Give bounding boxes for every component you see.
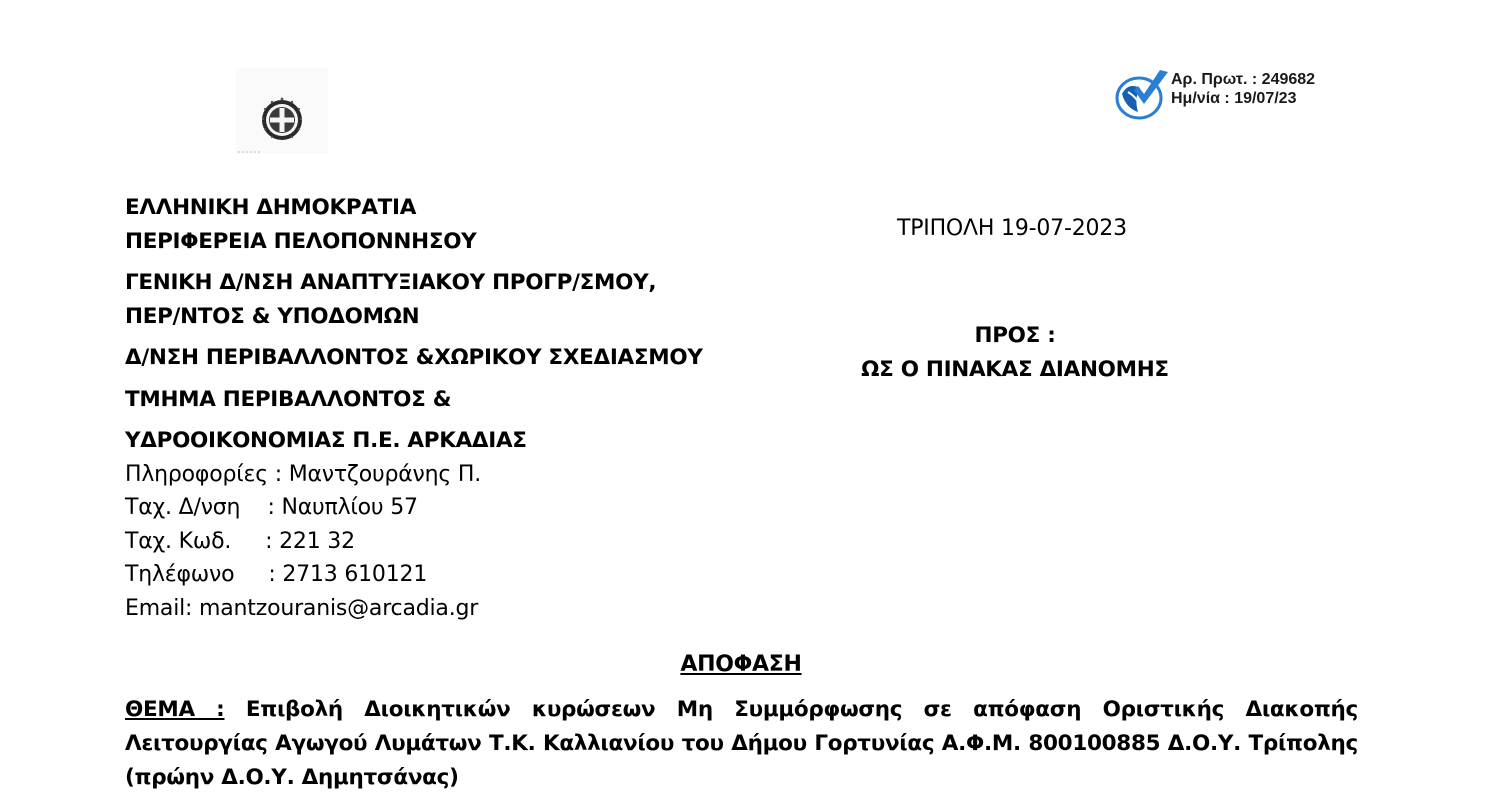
sender-line: Δ/ΝΣΗ ΠΕΡΙΒΑΛΛΟΝΤΟΣ &ΧΩΡΙΚΟΥ ΣΧΕΔΙΑΣΜΟΥ — [125, 345, 703, 370]
recipient-value: ΩΣ Ο ΠΙΝΑΚΑΣ ΔΙΑΝΟΜΗΣ — [861, 357, 1169, 382]
sender-block — [125, 191, 765, 625]
contact-info: Πληροφορίες : Μαντζουράνης Π. — [125, 461, 482, 487]
recipient-label: ΠΡΟΣ : — [974, 323, 1056, 348]
subject-text: Επιβολή Διοικητικών κυρώσεων Μη Συμμόρφωσης σε απόφαση Οριστικής Διακοπής Λειτουργίας Αγωγού Λυμάτων Τ.Κ. Καλλιανίου του Δήμου Γορτυνίας Α.Φ.Μ. 800100885 Δ.Ο.Υ. Τρίπολης (πρώην Δ.Ο.Υ. Δημητσάνας) — [125, 697, 1358, 790]
sender-line: ΠΕΡΙΦΕΡΕΙΑ ΠΕΛΟΠΟΝΝΗΣΟΥ — [125, 228, 477, 254]
greek-emblem-icon — [236, 68, 328, 154]
protocol-number: Αρ. Πρωτ. : 249682 — [1171, 71, 1316, 88]
sender-line: ΤΜΗΜΑ ΠΕΡΙΒΑΛΛΟΝΤΟΣ & — [125, 386, 452, 412]
contact-phone: Τηλέφωνο : 2713 610121 — [125, 562, 428, 587]
subject-label: ΘΕΜΑ : — [125, 697, 225, 722]
subject-paragraph — [125, 693, 1358, 795]
sender-line: ΠΕΡ/ΝΤΟΣ & ΥΠΟΔΟΜΩΝ — [125, 303, 420, 329]
contact-email: Email: mantzouranis@arcadia.gr — [125, 595, 479, 621]
sender-line: ΕΛΛΗΝΙΚΗ ΔΗΜΟΚΡΑΤΙΑ — [125, 195, 417, 220]
recipient-block — [840, 319, 1190, 387]
decision-title: ΑΠΟΦΑΣΗ — [680, 652, 802, 677]
place-date: ΤΡΙΠΟΛΗ 19-07-2023 — [897, 216, 1127, 241]
registry-checkmark-icon — [1114, 68, 1168, 122]
registry-stamp — [1114, 68, 1354, 124]
sender-line: ΓΕΝΙΚΗ Δ/ΝΣΗ ΑΝΑΠΤΥΞΙΑΚΟΥ ΠΡΟΓΡ/ΣΜΟΥ, — [125, 270, 657, 295]
contact-address: Ταχ. Δ/νση : Ναυπλίου 57 — [125, 495, 418, 520]
contact-postcode: Ταχ. Κωδ. : 221 32 — [125, 528, 355, 554]
sender-line: ΥΔΡΟΟΙΚΟΝΟΜΙΑΣ Π.Ε. ΑΡΚΑΔΙΑΣ — [125, 428, 527, 453]
protocol-date: Ημ/νία : 19/07/23 — [1171, 90, 1297, 107]
